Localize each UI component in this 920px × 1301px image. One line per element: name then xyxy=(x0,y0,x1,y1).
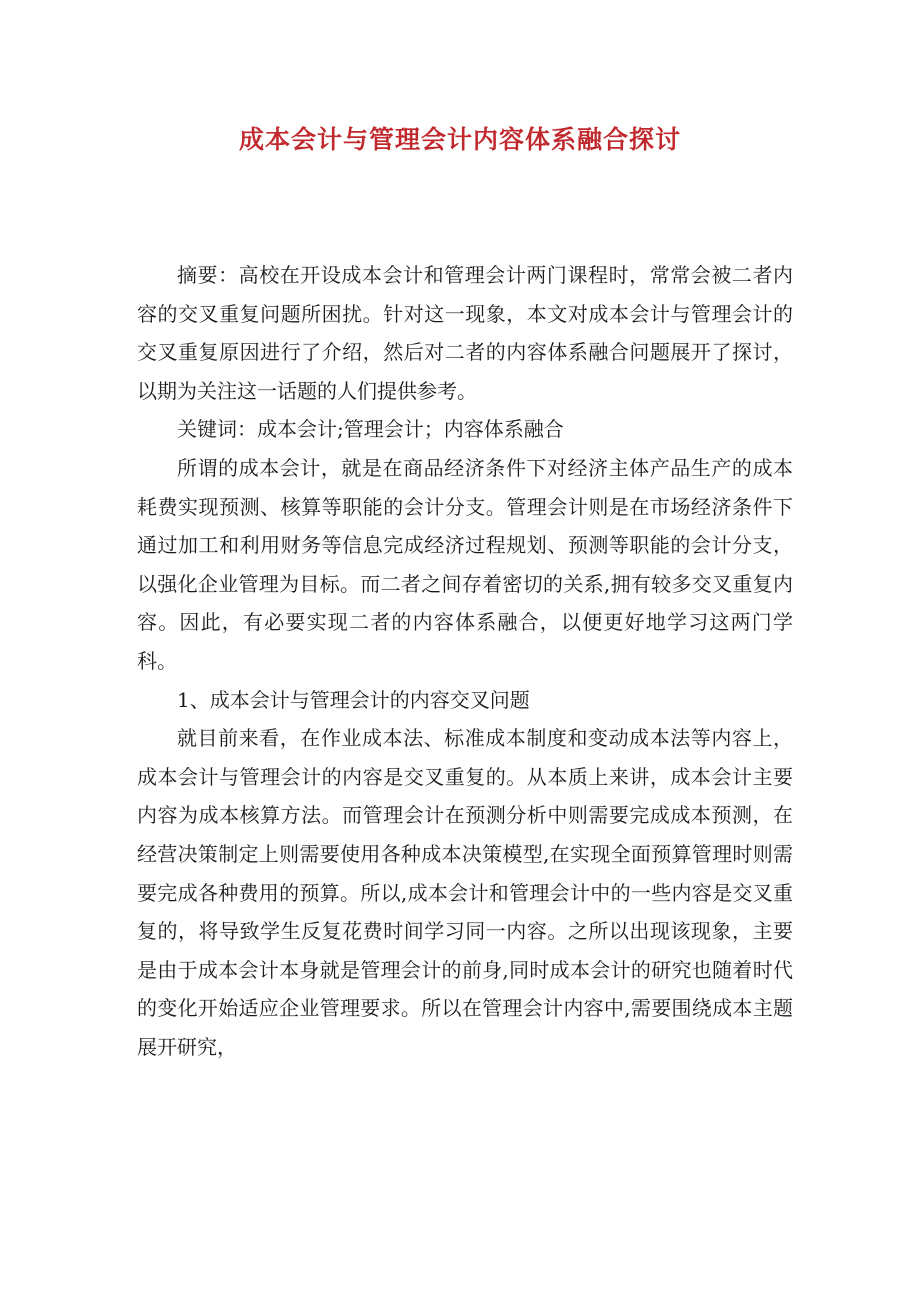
section-paragraph: 就目前来看，在作业成本法、标准成本制度和变动成本法等内容上，成本会计与管理会计的内容是交叉重复的。从本质上来讲，成本会计主要内容为成本核算方法。而管理会计在预测分析中则需要完成成本预测，在经营决策制定上则需要使用各种成本决策模型,在实现全面预算管理时则需要完成各种费用的预算。所以,成本会计和管理会计中的一些内容是交叉重复的，将导致学生反复花费时间学习同一内容。之所以出现该现象，主要是由于成本会计本身就是管理会计的前身,同时成本会计的研究也随着时代的变化开始适应企业管理要求。所以在管理会计内容中,需要围绕成本主题展开研究， xyxy=(137,726,793,1059)
document-body xyxy=(137,256,793,1066)
document-title: 成本会计与管理会计内容体系融合探讨 xyxy=(238,125,681,154)
section-heading: 1、成本会计与管理会计的内容交叉问题 xyxy=(177,687,530,712)
keywords-paragraph: 关键词：成本会计;管理会计；内容体系融合 xyxy=(177,417,564,442)
intro-paragraph: 所谓的成本会计，就是在商品经济条件下对经济主体产品生产的成本耗费实现预测、核算等职能的会计分支。管理会计则是在市场经济条件下通过加工和利用财务等信息完成经济过程规划、预测等职能的会计分支，以强化企业管理为目标。而二者之间存着密切的关系,拥有较多交叉重复内容。因此，有必要实现二者的内容体系融合，以便更好地学习这两门学科。 xyxy=(137,455,793,673)
abstract-paragraph: 摘要：高校在开设成本会计和管理会计两门课程时，常常会被二者内容的交叉重复问题所困扰。针对这一现象，本文对成本会计与管理会计的交叉重复原因进行了介绍，然后对二者的内容体系融合问题展开了探讨，以期为关注这一话题的人们提供参考。 xyxy=(137,263,793,403)
